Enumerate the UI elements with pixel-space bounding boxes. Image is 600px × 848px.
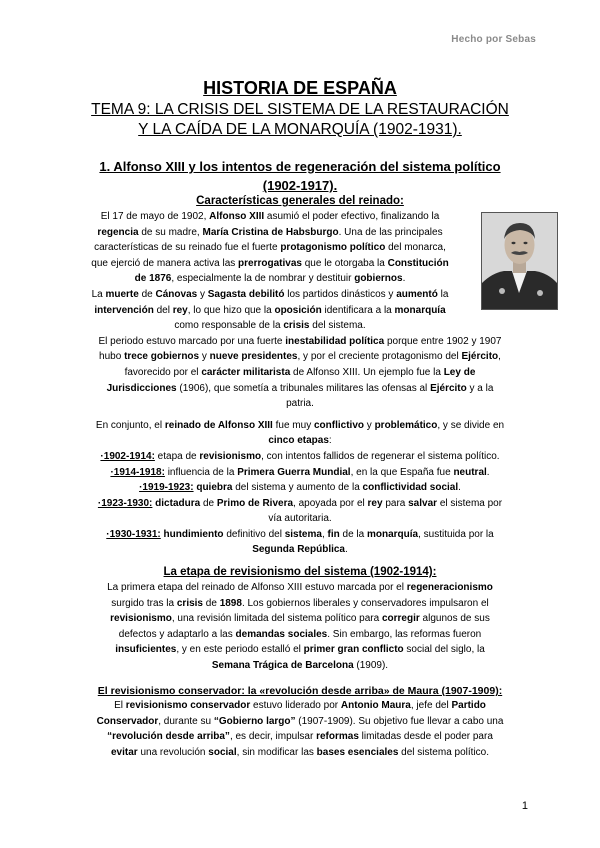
text-bold: prerrogativas [238, 257, 302, 269]
text-bold: inestabilidad política [285, 335, 385, 347]
text: defectos y adaptarlo a las [118, 628, 236, 640]
text: . [458, 482, 461, 494]
text-bold: Alfonso XIII [209, 211, 265, 222]
text-bold: Cánovas [155, 288, 198, 300]
section1-heading-line1: 1. Alfonso XIII y los intentos de regeneración del sistema político [99, 159, 501, 174]
text-bold: Primo de Rivera [216, 497, 294, 509]
text: limitadas desde el poder para [358, 731, 493, 743]
subheading-maura: El revisionismo conservador: la «revolución desde arriba» de Maura (1907-1909): [97, 685, 503, 697]
paragraph-4 [72, 418, 528, 449]
paragraph-1 [72, 209, 528, 287]
section1-heading [60, 157, 540, 195]
subheading-characteristics: Características generales del reinado: [196, 195, 404, 207]
text: del monarca, [385, 242, 446, 254]
text: y [364, 419, 375, 431]
text-bold: gobiernos [354, 273, 403, 285]
text: favorecido por el [124, 366, 202, 378]
text: patria. [286, 398, 314, 410]
text: que le otorgaba la [301, 257, 388, 269]
text-bold: salvar [408, 497, 438, 509]
stage-4 [72, 496, 528, 527]
text-bold: debilitó [248, 288, 285, 300]
text-bold: evitar [110, 746, 138, 758]
text: El periodo estuvo marcado por una fuerte [98, 335, 286, 347]
text: del sistema. [309, 320, 366, 332]
stage-date: ·1914-1918: [110, 466, 165, 478]
text: , apoyada por el [293, 497, 368, 509]
text-bold: María Cristina de Habsburgo [202, 226, 339, 238]
text: fue muy [272, 419, 314, 431]
stage-date: ·1923-1930: [97, 497, 153, 509]
text: los partidos dinásticos y [284, 288, 397, 300]
text-bold: conflictivo [313, 419, 364, 431]
text: etapa de [154, 450, 200, 462]
text: , una revisión limitada del sistema político para [171, 613, 382, 625]
text-bold: hundimiento [163, 528, 224, 540]
stage-date: ·1902-1914: [100, 450, 155, 462]
text: y [199, 351, 210, 363]
text: El 17 de mayo de 1902, [100, 211, 210, 222]
text: de [200, 497, 217, 509]
text: El [114, 700, 126, 711]
text: de Alfonso XIII. Un ejemplo fue la [290, 366, 444, 378]
text-bold: “Gobierno largo” [213, 715, 296, 727]
text: algunos de sus [419, 613, 490, 625]
text: , con intentos fallidos de regenerar el sistema político. [261, 450, 500, 462]
text: , sustituida por la [418, 528, 494, 540]
text-bold: crisis [283, 320, 310, 332]
text-bold: nueve presidentes [209, 351, 298, 363]
text: , lo que hizo que la [187, 304, 275, 316]
text-bold: 1898 [219, 597, 242, 609]
text-bold: fin [327, 528, 340, 540]
page-number: 1 [521, 800, 528, 812]
text: del [153, 304, 173, 316]
text-bold: monarquía [366, 528, 419, 540]
text-bold: oposición [274, 304, 322, 316]
stage-3 [72, 480, 528, 496]
author-credit: Hecho por Sebas [451, 34, 536, 45]
text: del sistema y aumento de la [232, 482, 363, 494]
text-bold: Primera Guerra Mundial [237, 466, 351, 478]
text: , es decir, impulsar [229, 731, 317, 743]
text: como responsable de la [174, 320, 284, 332]
text: , y se divide en [437, 419, 505, 431]
paragraph-2 [72, 287, 528, 334]
text: hubo [99, 351, 125, 363]
text-bold: Constitución [387, 257, 449, 269]
text-bold: Sagasta [207, 288, 247, 300]
text: de la [339, 528, 367, 540]
text: influencia de la [164, 466, 238, 478]
text: (1906), que sometía a tribunales militares las ofensas al [176, 382, 431, 394]
text: de [138, 288, 156, 300]
text: . [402, 273, 406, 285]
text-bold: revisionismo conservador [125, 700, 251, 711]
text-bold: revisionismo [110, 613, 172, 625]
text-bold: regeneracionismo [406, 582, 493, 593]
tema-heading [50, 100, 550, 140]
revisionism-section [72, 566, 528, 674]
text: , [498, 351, 501, 363]
text: , en la que España fue [350, 466, 454, 478]
text: porque entre 1902 y 1907 [384, 335, 502, 347]
text: y a la [466, 382, 494, 394]
stage-1 [72, 449, 528, 465]
text-bold: reinado de Alfonso XIII [164, 419, 273, 431]
text: , y por el creciente protagonismo del [297, 351, 462, 363]
tema-line-2: Y LA CAÍDA DE LA MONARQUÍA (1902-1931). [138, 121, 462, 138]
text-bold: muerte [105, 288, 139, 300]
text: asumió el poder efectivo, finalizando la [264, 211, 440, 222]
text-bold: corregir [381, 613, 420, 625]
text-bold: reformas [316, 731, 359, 743]
text-bold: rey [172, 304, 188, 316]
text-bold: demandas sociales [235, 628, 328, 640]
text: una revolución [137, 746, 209, 758]
text-bold: neutral [453, 466, 487, 478]
text-bold: Jurisdicciones [106, 382, 177, 394]
text-bold: Conservador [96, 715, 159, 727]
general-characteristics-block [72, 195, 528, 558]
text: . [345, 544, 348, 556]
text: de [203, 597, 220, 609]
text: . Los gobiernos liberales y conservadores impulsaron el [241, 597, 489, 609]
text: características de su reinado fue el fuerte [94, 242, 281, 254]
text-bold: primer gran conflicto [303, 644, 404, 656]
paragraph-maura [72, 698, 528, 760]
text: , durante su [158, 715, 214, 727]
subheading-revisionism: La etapa de revisionismo del sistema (1902-1914): [163, 566, 437, 578]
text-bold: regencia [97, 226, 139, 238]
text-bold: Ejército [461, 351, 499, 363]
stage-date: ·1919-1923: [139, 482, 194, 494]
text-bold: bases esenciales [316, 746, 399, 758]
text-bold: Segunda República [252, 544, 345, 556]
text: surgido tras la [111, 597, 177, 609]
text-bold: intervención [94, 304, 154, 316]
text: , [321, 528, 328, 540]
text: identificara a la [321, 304, 395, 316]
document-title: HISTORIA DE ESPAÑA [203, 78, 397, 98]
text-bold: de 1876 [134, 273, 172, 285]
text-bold: crisis [176, 597, 203, 609]
text-bold: quiebra [196, 482, 233, 494]
text-bold: cinco etapas [268, 435, 329, 447]
text-bold: Ejército [430, 382, 467, 394]
text: y [197, 288, 208, 300]
text-bold: aumentó [396, 288, 438, 300]
text: La [91, 288, 106, 300]
paragraph-3 [72, 334, 528, 412]
text: estuvo liderado por [250, 700, 341, 711]
text-bold: rey [367, 497, 383, 509]
text: definitivo del [223, 528, 285, 540]
text: . Una de las principales [338, 226, 443, 238]
text: el sistema por [437, 497, 503, 509]
text: social del siglo, la [403, 644, 485, 656]
text: , jefe del [410, 700, 452, 711]
text-bold: carácter militarista [201, 366, 291, 378]
text-bold: revisionismo [199, 450, 262, 462]
text-bold: “revolución desde arriba” [107, 731, 230, 743]
text: , sin modificar las [236, 746, 317, 758]
text: para [382, 497, 409, 509]
text: del sistema político. [398, 746, 490, 758]
text: . [486, 466, 490, 478]
text-bold: trece gobiernos [124, 351, 200, 363]
text: que ejerció de manera activa las [91, 257, 239, 269]
text-bold: problemático [374, 419, 438, 431]
text: la [437, 288, 449, 300]
text: vía autoritaria. [268, 513, 332, 525]
text-bold: sistema [284, 528, 322, 540]
text-bold: Partido [451, 700, 486, 711]
text: (1909). [353, 659, 389, 671]
stages-list [72, 449, 528, 558]
section1-heading-line2: (1902-1917). [262, 178, 338, 193]
text: En conjunto, el [95, 419, 165, 431]
stage-5 [72, 527, 528, 558]
text-bold: social [208, 746, 237, 758]
stage-date: ·1930-1931: [106, 528, 161, 540]
text-bold: conflictividad social [362, 482, 459, 494]
tema-line-1: TEMA 9: LA CRISIS DEL SISTEMA DE LA RESTAURACIÓN [91, 101, 509, 118]
paragraph-revisionism [72, 580, 528, 674]
text-bold: protagonismo político [280, 242, 386, 254]
text-bold: monarquía [394, 304, 446, 316]
text: , y en este periodo estalló el [176, 644, 304, 656]
text-bold: Semana Trágica de Barcelona [211, 659, 354, 671]
text: : [328, 435, 332, 447]
conservative-revisionism-section [72, 685, 528, 760]
text: de su madre, [138, 226, 203, 238]
text-bold: dictadura [155, 497, 201, 509]
text-bold: Ley de [443, 366, 476, 378]
text-bold: insuficientes [115, 644, 177, 656]
text: (1907-1909). Su objetivo fue llevar a cabo una [295, 715, 504, 727]
text: . Sin embargo, las reformas fueron [327, 628, 482, 640]
stage-2 [72, 465, 528, 481]
text: , especialmente la de nombrar y destituir [171, 273, 355, 285]
text-bold: Antonio Maura [340, 700, 411, 711]
text: La primera etapa del reinado de Alfonso XIII estuvo marcada por el [107, 582, 407, 593]
